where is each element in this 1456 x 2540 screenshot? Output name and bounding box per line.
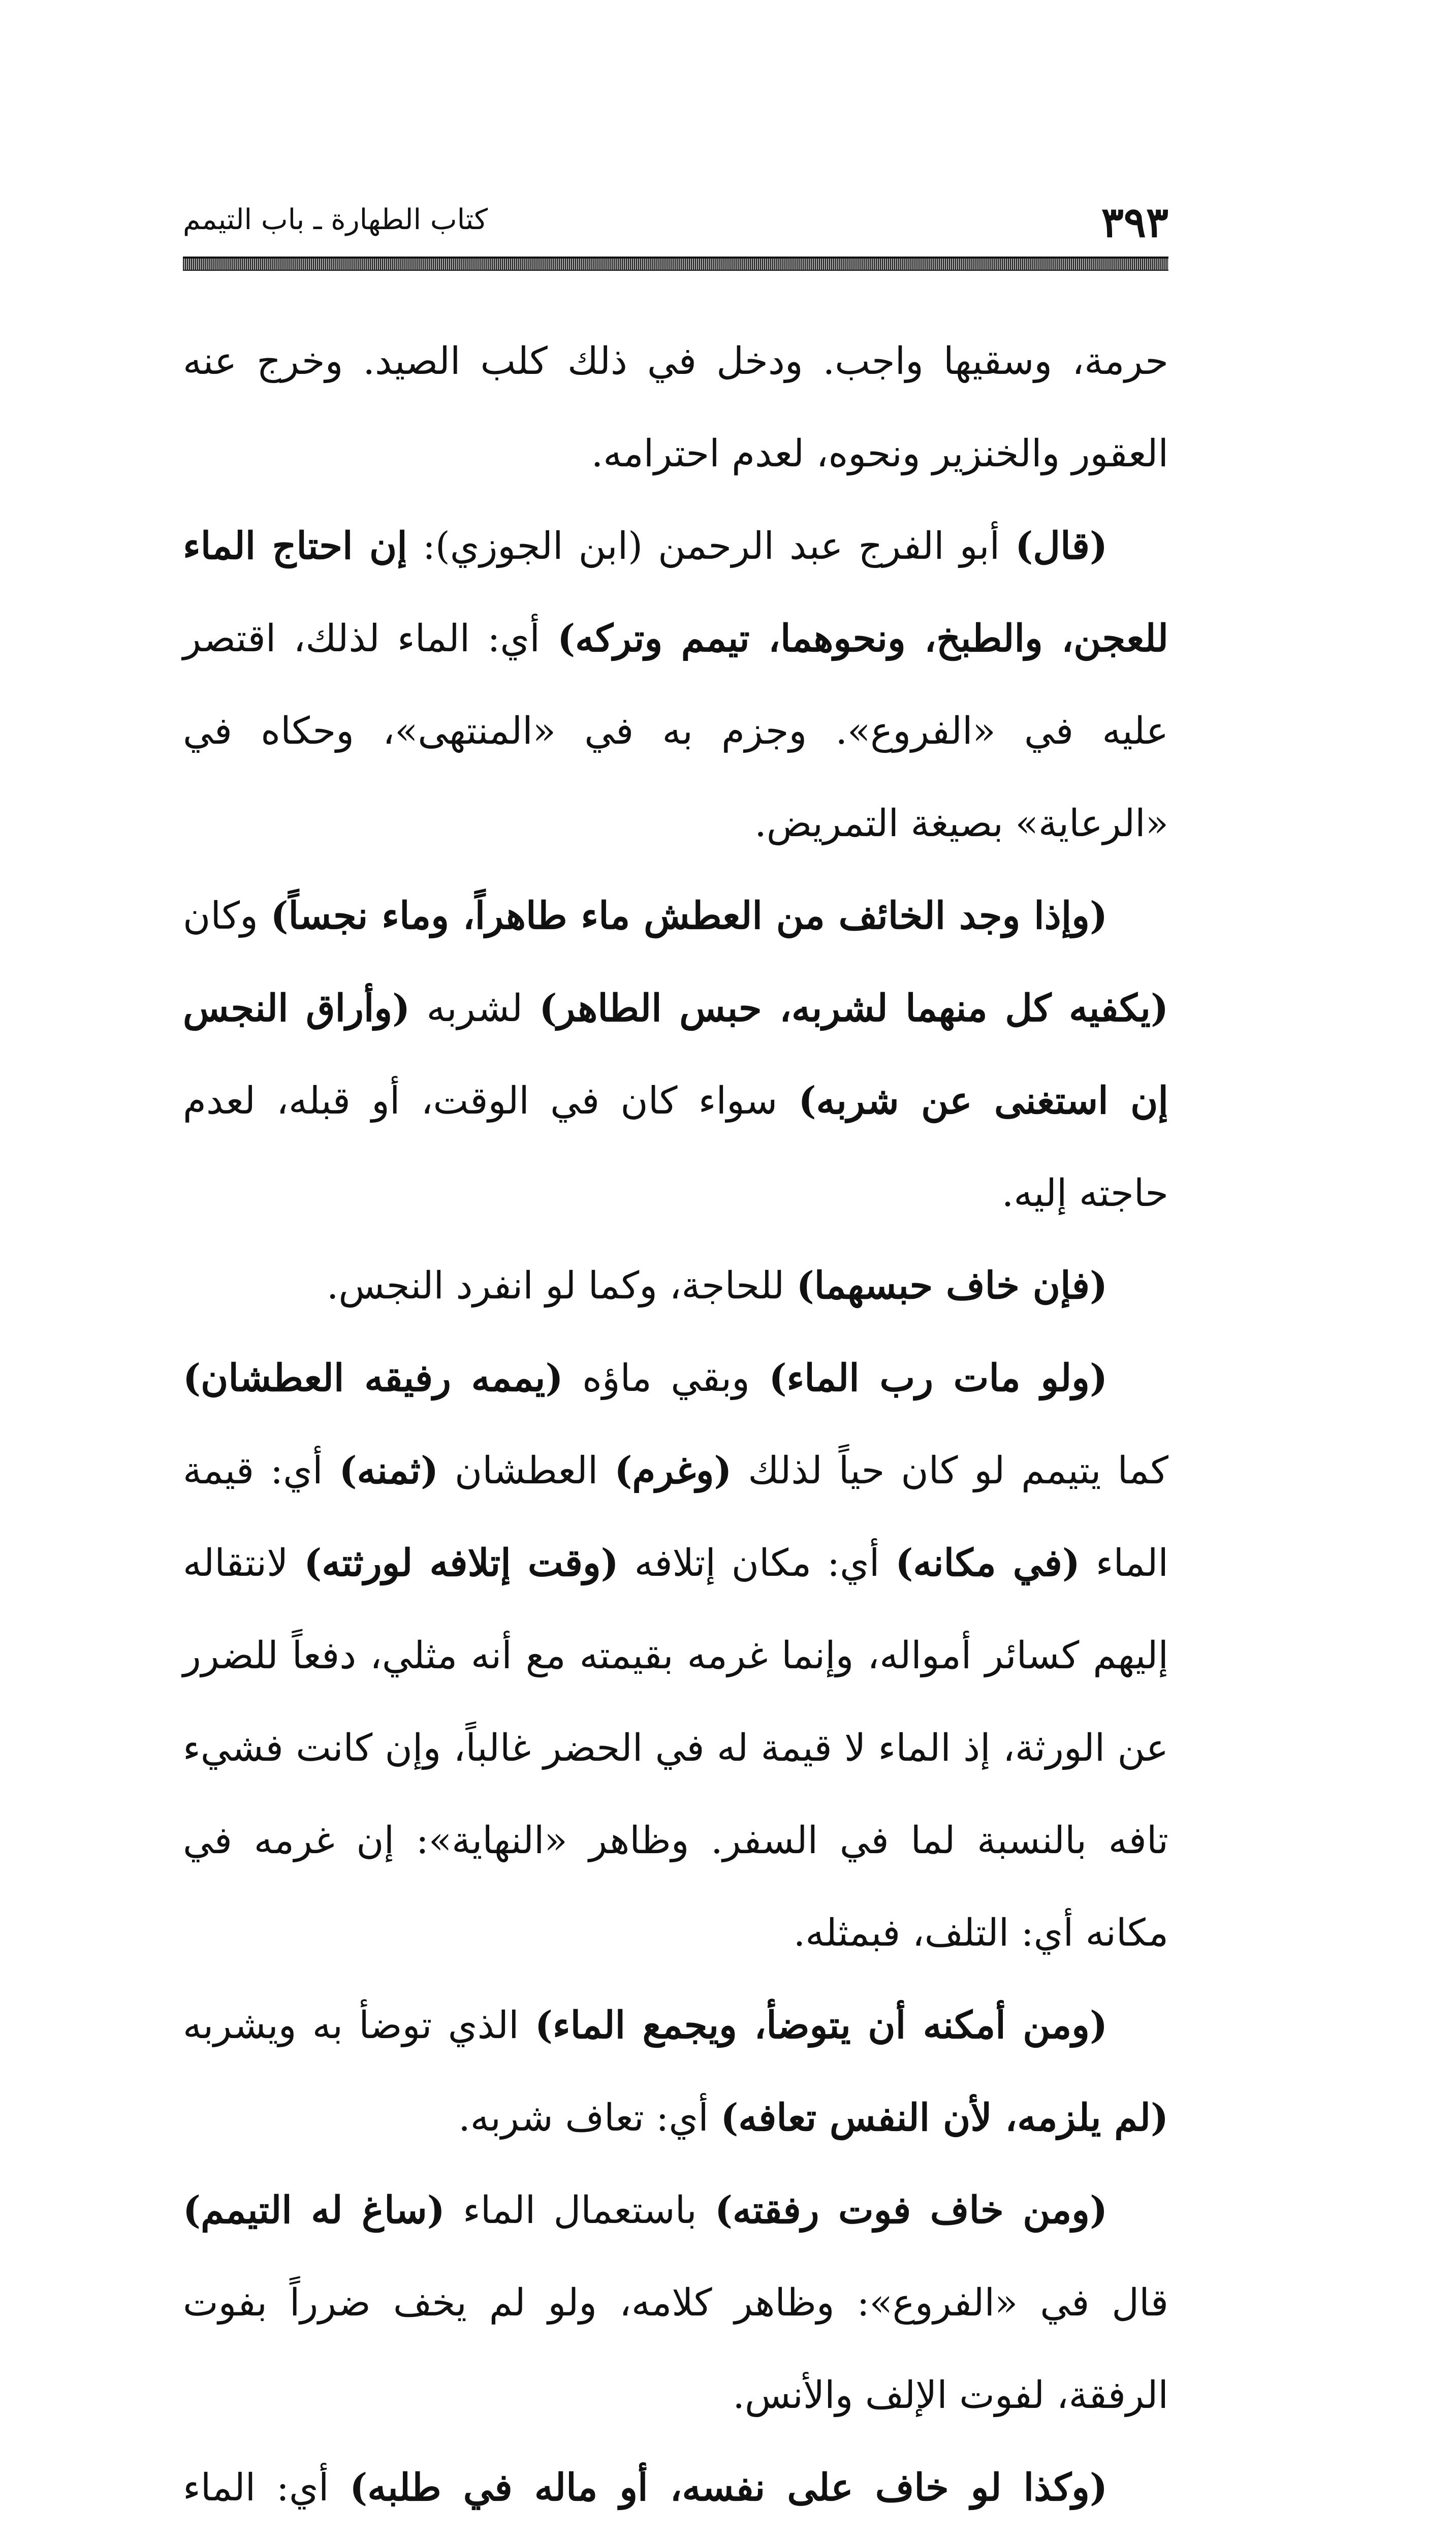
paragraph	[183, 1979, 1168, 2164]
text-run: قال في «الفروع»: وظاهر كلامه، ولو لم يخف ضرراً بفوت الرفقة، لفوت الإلف والأنس.	[183, 2281, 1168, 2417]
text-run: كما يتيمم لو كان حياً لذلك	[732, 1449, 1169, 1493]
bold-text-run: (وغرم)	[614, 1449, 732, 1493]
header-rule	[183, 257, 1168, 271]
text-run: سواء كان في الوقت، أو قبله، لعدم حاجته إليه.	[183, 1079, 1168, 1215]
paragraph	[183, 500, 1168, 870]
bold-text-run: (ولو مات رب الماء)	[769, 1356, 1108, 1400]
paragraph	[183, 1240, 1168, 1332]
bold-text-run: (ومن خاف فوت رفقته)	[714, 2188, 1107, 2232]
bold-text-run: (وكذا لو خاف على نفسه، أو ماله في طلبه)	[350, 2466, 1107, 2510]
text-run: أي: تعاف شربه.	[458, 2096, 721, 2140]
paragraph	[183, 2164, 1168, 2441]
text-run: أي: الماء لذلك، اقتصر عليه في «الفروع». وجزم به في «المنتهى»، وحكاه في «الرعاية» بصيغة التمريض.	[183, 617, 1168, 845]
bold-text-run: (لم يلزمه، لأن النفس تعافه)	[720, 2096, 1168, 2140]
text-run: حرمة، وسقيها واجب. ودخل في ذلك كلب الصيد. وخرج عنه العقور والخنزير ونحوه، لعدم احترامه.	[183, 339, 1168, 475]
bold-text-run: (يممه رفيقه العطشان)	[183, 1356, 563, 1400]
bold-text-run: (ثمنه)	[339, 1449, 438, 1493]
bold-text-run: (وقت إتلافه لورثته)	[304, 1541, 619, 1585]
running-header-title: كتاب الطهارة ـ باب التيمم	[183, 203, 488, 236]
paragraph	[183, 2441, 1168, 2540]
bold-text-run: (ومن أمكنه أن يتوضأ، ويجمع الماء)	[534, 2004, 1107, 2047]
paragraph	[183, 870, 1168, 1240]
text-run: أي: الماء	[183, 2466, 350, 2510]
text-run: أبو الفرج عبد الرحمن (ابن الجوزي):	[407, 524, 1016, 568]
bold-text-run: (وإذا وجد الخائف من العطش ماء طاهراً، وماء نجساً)	[270, 894, 1107, 938]
bold-text-run: (وأراق النجس إن استغنى عن شربه)	[183, 987, 1168, 1123]
text-run: وبقي ماؤه	[563, 1356, 769, 1400]
text-run: وكان	[183, 894, 271, 938]
text-run: لشربه	[410, 987, 540, 1030]
page-header	[183, 198, 1168, 254]
bold-text-run: (فإن خاف حبسهما)	[796, 1264, 1107, 1308]
bold-text-run: (في مكانه)	[895, 1541, 1080, 1585]
bold-text-run: (يكفيه كل منهما لشربه، حبس الطاهر)	[539, 987, 1168, 1030]
paragraph	[183, 315, 1168, 500]
text-run: أي: قيمة الماء	[183, 1449, 1168, 1585]
bold-text-run: (قال)	[1015, 524, 1108, 568]
text-run: الذي توضأ به ويشربه	[183, 2004, 535, 2047]
text-run: العطشان	[438, 1449, 615, 1493]
text-run: لانتقاله إليهم كسائر أمواله، وإنما غرمه بقيمته مع أنه مثلي، دفعاً للضرر عن الورثة، إذ الماء لا قيمة له في الحضر غالباً، وإن كانت فشيء تافه بالنسبة لما في السفر. وظاهر «النهاية»: إن غرمه في مكانه أي: التلف، فبمثله.	[183, 1541, 1168, 1955]
page-number: ٣٩٣	[1101, 198, 1168, 247]
body-text	[183, 315, 1169, 2510]
text-run: أي: مكان إتلافه	[618, 1541, 896, 1585]
bold-text-run: إن احتاج الماء للعجن، والطبخ، ونحوهما، تيمم وتركه)	[183, 524, 1168, 660]
text-run: للحاجة، وكما لو انفرد النجس.	[326, 1264, 797, 1308]
bold-text-run: (ساغ له التيمم)	[183, 2188, 445, 2232]
text-run: باستعمال الماء	[445, 2188, 715, 2232]
paragraph	[183, 1332, 1168, 1979]
